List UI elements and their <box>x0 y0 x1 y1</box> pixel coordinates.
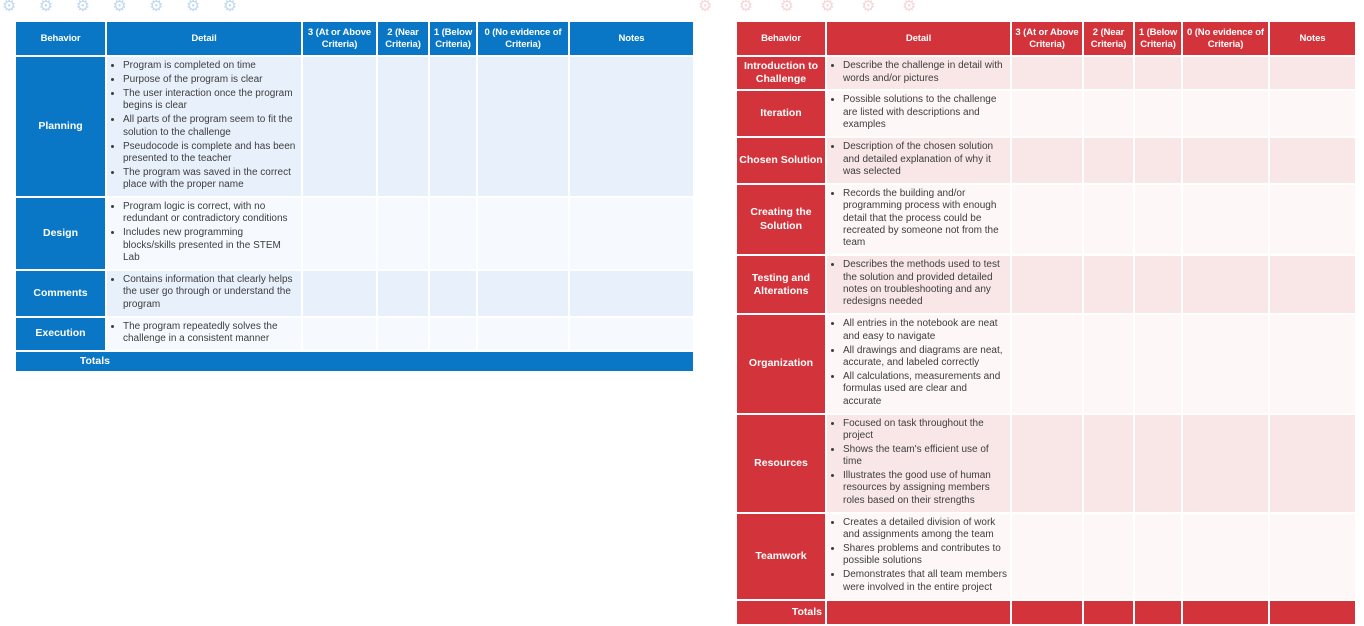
totals-cell <box>15 351 694 372</box>
score-cell-0 <box>1182 137 1269 184</box>
score-cell-2 <box>1083 137 1134 184</box>
detail-list <box>107 271 301 316</box>
notebook-rubric-table <box>735 20 1357 626</box>
detail-list <box>827 185 1010 254</box>
score-cell-3 <box>302 197 377 270</box>
score-cell-2 <box>1083 184 1134 255</box>
totals-label: Totals <box>736 600 826 625</box>
notes-cell <box>1269 314 1356 413</box>
detail-cell <box>826 513 1011 600</box>
score-cell-2 <box>1083 255 1134 314</box>
notes-cell <box>1269 414 1356 513</box>
behavior-cell: Comments <box>15 270 106 317</box>
score-cell-3 <box>1011 513 1083 600</box>
score-cell-1 <box>1134 56 1182 90</box>
behavior-cell: Execution <box>15 317 106 351</box>
detail-bullet: • Description of the chosen solution and detailed explanation of why it was selected <box>843 141 1007 178</box>
notes-cell <box>569 197 694 270</box>
totals-cell <box>1083 600 1134 625</box>
behavior-cell: Iteration <box>736 90 826 137</box>
detail-list <box>827 315 1010 412</box>
detail-list <box>827 256 1010 313</box>
detail-bullet: • Records the building and/or programming process with enough detail that the process could be recreated by someone not from the team <box>843 188 1007 250</box>
score-cell-0 <box>477 270 569 317</box>
column-header-1: 1 (Below Criteria) <box>429 21 477 56</box>
totals-cell <box>826 600 1011 625</box>
gear-doodle-pattern-icon: ⚙ ⚙ ⚙ ⚙ ⚙ ⚙ ⚙ <box>2 0 247 15</box>
detail-bullet: • Describes the methods used to test the solution and provided detailed notes on troubleshooting and any redesigns needed <box>843 259 1007 309</box>
table-row-planning <box>15 56 694 197</box>
table-row-execution <box>15 317 694 351</box>
detail-list <box>107 198 301 269</box>
detail-cell <box>826 56 1011 90</box>
detail-bullet: • Describe the challenge in detail with words and/or pictures <box>843 60 1007 85</box>
column-header-detail: Detail <box>106 21 302 56</box>
score-cell-3 <box>1011 414 1083 513</box>
column-header-behavior: Behavior <box>736 21 826 56</box>
table-row-design <box>15 197 694 270</box>
detail-bullet: • Shares problems and contributes to possible solutions <box>843 543 1007 568</box>
detail-list <box>827 415 1010 512</box>
notes-cell <box>569 317 694 351</box>
score-cell-0 <box>1182 184 1269 255</box>
detail-cell <box>826 255 1011 314</box>
score-cell-1 <box>1134 137 1182 184</box>
score-cell-1 <box>1134 90 1182 137</box>
totals-cell <box>1269 600 1356 625</box>
notes-cell <box>1269 137 1356 184</box>
detail-cell <box>826 414 1011 513</box>
column-header-3: 3 (At or Above Criteria) <box>1011 21 1083 56</box>
detail-list <box>827 91 1010 136</box>
score-cell-1 <box>429 317 477 351</box>
behavior-cell: Testing and Alterations <box>736 255 826 314</box>
column-header-3: 3 (At or Above Criteria) <box>302 21 377 56</box>
score-cell-0 <box>477 317 569 351</box>
score-cell-2 <box>377 270 429 317</box>
header-row <box>736 21 1356 56</box>
detail-bullet: • Focused on task throughout the project <box>843 418 1007 443</box>
score-cell-3 <box>1011 314 1083 413</box>
totals-cell <box>1182 600 1269 625</box>
detail-bullet: • Possible solutions to the challenge are listed with descriptions and examples <box>843 94 1007 131</box>
detail-bullet: • The program repeatedly solves the challenge in a consistent manner <box>123 321 298 346</box>
detail-bullet: • Includes new programming blocks/skills presented in the STEM Lab <box>123 227 298 264</box>
table-row-creating-solution <box>736 184 1356 255</box>
detail-bullet: • Pseudocode is complete and has been presented to the teacher <box>123 141 298 166</box>
notes-cell <box>1269 56 1356 90</box>
table-row-teamwork <box>736 513 1356 600</box>
detail-list <box>827 514 1010 599</box>
score-cell-3 <box>1011 90 1083 137</box>
column-header-0: 0 (No evidence of Criteria) <box>477 21 569 56</box>
gear-doodle-pattern-icon: ⚙ ⚙ ⚙ ⚙ ⚙ ⚙ <box>698 0 928 15</box>
detail-bullet: • All drawings and diagrams are neat, accurate, and labeled correctly <box>843 345 1007 370</box>
behavior-cell: Chosen Solution <box>736 137 826 184</box>
detail-bullet: • All calculations, measurements and formulas used are clear and accurate <box>843 371 1007 408</box>
detail-bullet: • The user interaction once the program begins is clear <box>123 88 298 113</box>
detail-bullet: • Purpose of the program is clear <box>123 74 298 86</box>
score-cell-2 <box>377 56 429 197</box>
detail-bullet: • Illustrates the good use of human resources by assigning members roles based on their strengths <box>843 470 1007 507</box>
score-cell-0 <box>1182 255 1269 314</box>
notes-cell <box>569 270 694 317</box>
column-header-detail: Detail <box>826 21 1011 56</box>
score-cell-1 <box>429 270 477 317</box>
score-cell-0 <box>1182 90 1269 137</box>
table-row-testing <box>736 255 1356 314</box>
detail-cell <box>106 197 302 270</box>
score-cell-2 <box>1083 513 1134 600</box>
score-cell-2 <box>1083 314 1134 413</box>
column-header-1: 1 (Below Criteria) <box>1134 21 1182 56</box>
score-cell-0 <box>477 56 569 197</box>
score-cell-3 <box>1011 137 1083 184</box>
totals-cell <box>1134 600 1182 625</box>
programming-rubric-table <box>14 20 695 373</box>
score-cell-3 <box>302 317 377 351</box>
totals-row <box>15 351 694 372</box>
totals-label: Totals <box>79 354 110 367</box>
score-cell-1 <box>429 197 477 270</box>
table-row-introduction <box>736 56 1356 90</box>
column-header-notes: Notes <box>569 21 694 56</box>
detail-cell <box>826 184 1011 255</box>
behavior-cell: Teamwork <box>736 513 826 600</box>
column-header-2: 2 (Near Criteria) <box>1083 21 1134 56</box>
score-cell-1 <box>429 56 477 197</box>
score-cell-3 <box>302 270 377 317</box>
notes-cell <box>1269 513 1356 600</box>
score-cell-1 <box>1134 314 1182 413</box>
score-cell-2 <box>377 197 429 270</box>
detail-cell <box>826 90 1011 137</box>
behavior-cell: Organization <box>736 314 826 413</box>
score-cell-1 <box>1134 255 1182 314</box>
score-cell-2 <box>1083 56 1134 90</box>
score-cell-0 <box>1182 314 1269 413</box>
score-cell-0 <box>1182 56 1269 90</box>
score-cell-3 <box>1011 184 1083 255</box>
column-header-2: 2 (Near Criteria) <box>377 21 429 56</box>
detail-cell <box>106 317 302 351</box>
detail-cell <box>106 270 302 317</box>
header-row <box>15 21 694 56</box>
detail-bullet: • Shows the team's efficient use of time <box>843 444 1007 469</box>
score-cell-3 <box>302 56 377 197</box>
score-cell-3 <box>1011 56 1083 90</box>
detail-bullet: • All parts of the program seem to fit the solution to the challenge <box>123 114 298 139</box>
table-row-comments <box>15 270 694 317</box>
score-cell-1 <box>1134 414 1182 513</box>
notes-cell <box>1269 90 1356 137</box>
detail-list <box>107 57 301 196</box>
behavior-cell: Resources <box>736 414 826 513</box>
score-cell-2 <box>377 317 429 351</box>
detail-cell <box>106 56 302 197</box>
detail-bullet: • Demonstrates that all team members were involved in the entire project <box>843 569 1007 594</box>
detail-cell <box>826 314 1011 413</box>
detail-bullet: • All entries in the notebook are neat and easy to navigate <box>843 318 1007 343</box>
behavior-cell: Creating the Solution <box>736 184 826 255</box>
column-header-0: 0 (No evidence of Criteria) <box>1182 21 1269 56</box>
score-cell-0 <box>1182 414 1269 513</box>
detail-bullet: • Contains information that clearly helps the user go through or understand the program <box>123 274 298 311</box>
notes-cell <box>1269 184 1356 255</box>
totals-cell <box>1011 600 1083 625</box>
score-cell-1 <box>1134 513 1182 600</box>
table-row-organization <box>736 314 1356 413</box>
detail-bullet: • Program logic is correct, with no redundant or contradictory conditions <box>123 201 298 226</box>
score-cell-0 <box>1182 513 1269 600</box>
behavior-cell: Design <box>15 197 106 270</box>
detail-list <box>827 138 1010 183</box>
column-header-notes: Notes <box>1269 21 1356 56</box>
detail-bullet: • Program is completed on time <box>123 60 298 72</box>
column-header-behavior: Behavior <box>15 21 106 56</box>
detail-bullet: • Creates a detailed division of work and assignments among the team <box>843 517 1007 542</box>
notes-cell <box>569 56 694 197</box>
detail-list <box>107 318 301 350</box>
detail-bullet: • The program was saved in the correct place with the proper name <box>123 167 298 192</box>
score-cell-2 <box>1083 414 1134 513</box>
notes-cell <box>1269 255 1356 314</box>
score-cell-1 <box>1134 184 1182 255</box>
table-row-chosen-solution <box>736 137 1356 184</box>
table-row-iteration <box>736 90 1356 137</box>
score-cell-0 <box>477 197 569 270</box>
score-cell-3 <box>1011 255 1083 314</box>
behavior-cell: Introduction to Challenge <box>736 56 826 90</box>
score-cell-2 <box>1083 90 1134 137</box>
detail-list <box>827 57 1010 89</box>
behavior-cell: Planning <box>15 56 106 197</box>
totals-row <box>736 600 1356 625</box>
detail-cell <box>826 137 1011 184</box>
table-row-resources <box>736 414 1356 513</box>
